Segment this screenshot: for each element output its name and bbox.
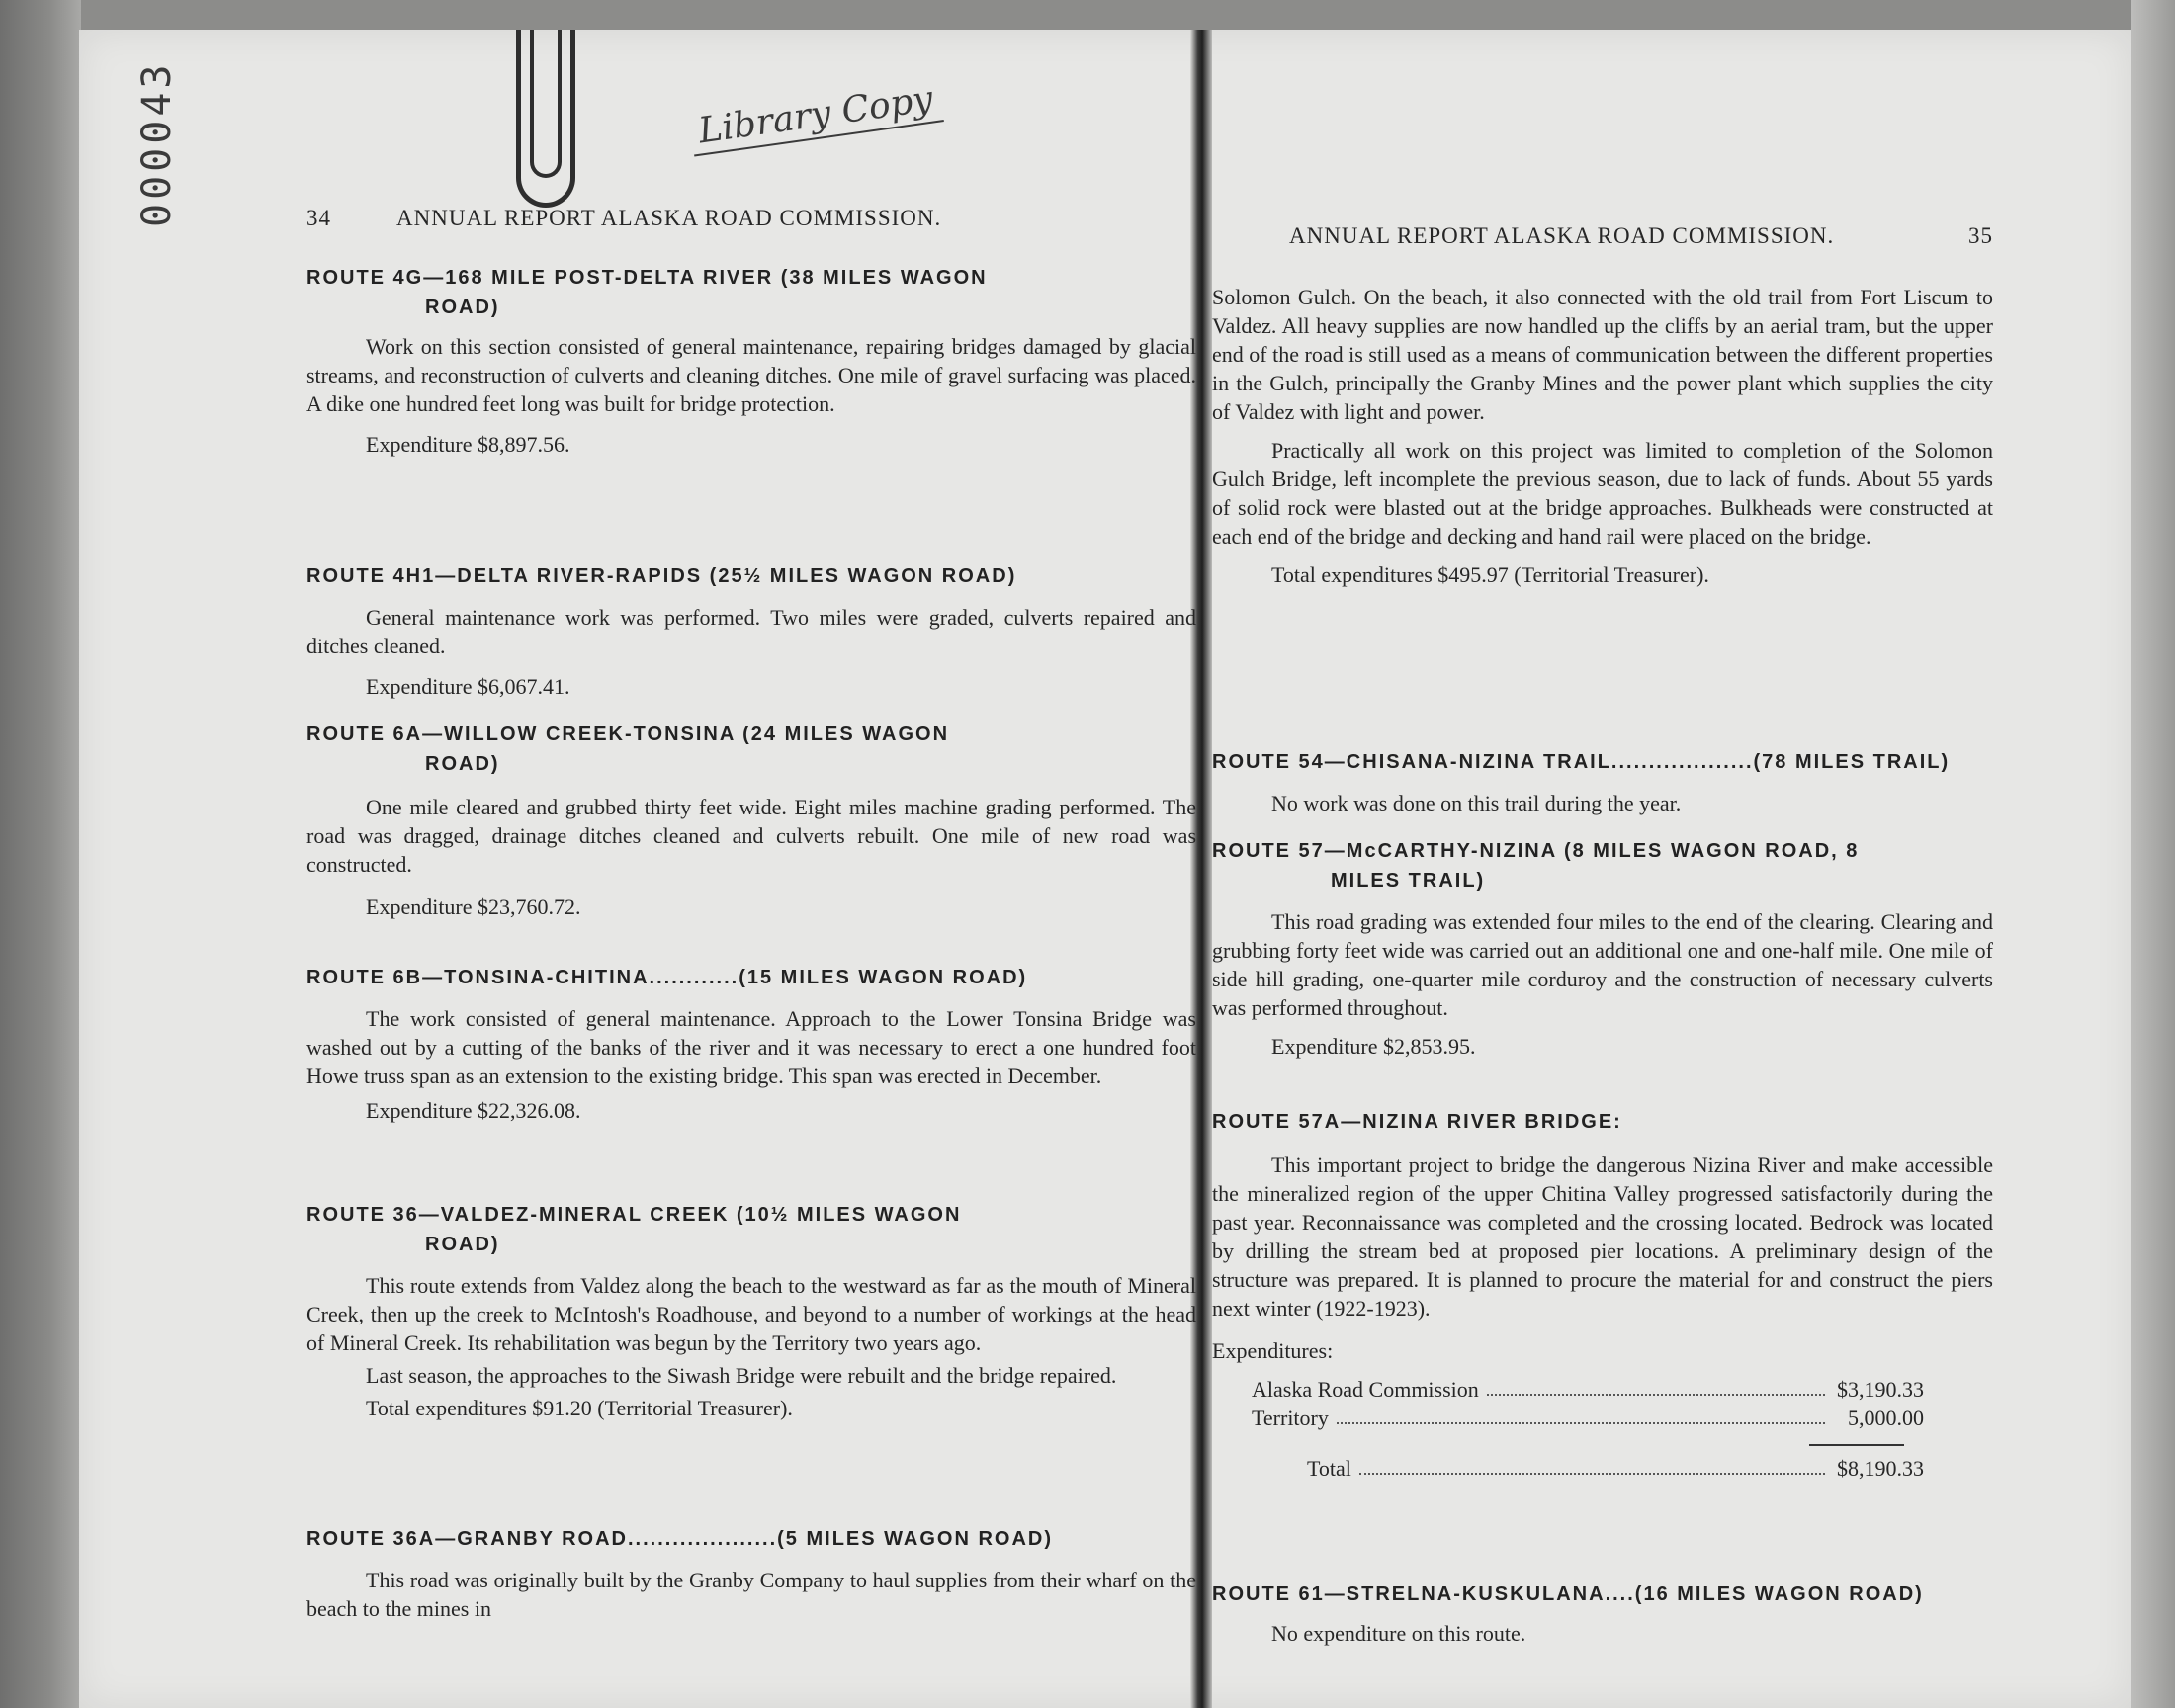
route-expenditure: Expenditure $23,760.72. xyxy=(366,895,581,919)
handwritten-note: Library Copy xyxy=(688,77,944,156)
expenditure-total-row: Total $8,190.33 xyxy=(1307,1456,1924,1481)
route-heading: ROUTE 61—STRELNA-KUSKULANA....(16 MILES WAGON ROAD) xyxy=(1212,1583,1924,1605)
right-page xyxy=(1212,30,1993,1708)
scanner-left-edge xyxy=(0,0,81,1708)
route-body-2: Last season, the approaches to the Siwash Bridge were rebuilt and the bridge repaired. xyxy=(366,1363,1117,1388)
section-route-54 xyxy=(1212,747,1993,817)
route-heading: ROUTE 36A—GRANBY ROAD....................(5 MILES WAGON ROAD) xyxy=(306,1528,1054,1550)
route-body: The work consisted of general maintenance. Approach to the Lower Tonsina Bridge was washed out by a cutting of the banks of the river and it was necessary to erect a one hundred foot Howe truss span as an extension to the existing bridge. This span was erected in December. xyxy=(306,1006,1196,1088)
route-body: No work was done on this trail during the year. xyxy=(1271,791,1682,815)
expenditures-label: Expenditures: xyxy=(1212,1338,1334,1363)
right-running-title: ANNUAL REPORT ALASKA ROAD COMMISSION. xyxy=(1289,223,1835,248)
route-heading: ROUTE 57A—NIZINA RIVER BRIDGE: xyxy=(1212,1111,1622,1133)
section-route-36a-continued xyxy=(1212,283,1993,589)
accession-number: 000043 xyxy=(134,60,180,227)
route-body: This road was originally built by the Granby Company to haul supplies from their wharf on the beach to the mines in xyxy=(306,1568,1196,1621)
route-heading: ROUTE 6B—TONSINA-CHITINA............(15 MILES WAGON ROAD) xyxy=(306,967,1028,988)
continuation-expenditure: Total expenditures $495.97 (Territorial Treasurer). xyxy=(1271,562,1709,587)
route-heading: ROUTE 36—VALDEZ-MINERAL CREEK (10½ MILES WAGON ROAD) xyxy=(306,1204,962,1255)
left-running-title: ANNUAL REPORT ALASKA ROAD COMMISSION. xyxy=(396,206,942,230)
route-body: No expenditure on this route. xyxy=(1271,1621,1526,1646)
route-body: One mile cleared and grubbed thirty feet wide. Eight miles machine grading performed. The road was dragged, drainage ditches cleaned and culverts rebuilt. One mile of new road was constructed. xyxy=(306,795,1196,877)
route-body: General maintenance work was performed. Two miles were graded, culverts repaired and ditches cleaned. xyxy=(306,605,1196,658)
left-running-head xyxy=(306,206,941,231)
route-body: Work on this section consisted of general maintenance, repairing bridges damaged by glacial streams, and reconstruction of culverts and cleaning ditches. One mile of gravel surfacing was placed. A dike one hundred feet long was built for bridge protection. xyxy=(306,334,1196,416)
continuation-body-2: Practically all work on this project was limited to completion of the Solomon Gulch Bridge, left incomplete the previous season, due to lack of funds. About 55 yards of solid rock were blasted out at the bridge approaches. Bulkheads were constructed at each end of the bridge and decking and hand rail were placed on the bridge. xyxy=(1212,438,1993,549)
route-heading: ROUTE 6A—WILLOW CREEK-TONSINA (24 MILES WAGON ROAD) xyxy=(306,724,950,775)
section-route-61 xyxy=(1212,1580,1993,1648)
total-rule xyxy=(1809,1444,1904,1446)
route-expenditure: Total expenditures $91.20 (Territorial Treasurer). xyxy=(366,1396,793,1420)
section-route-6a xyxy=(306,720,1196,921)
route-expenditure: Expenditure $8,897.56. xyxy=(366,432,570,457)
section-route-36a xyxy=(306,1524,1196,1623)
left-page xyxy=(306,30,1196,1708)
route-expenditure: Expenditure $2,853.95. xyxy=(1271,1034,1476,1059)
section-route-4g xyxy=(306,263,1196,459)
route-expenditure: Expenditure $6,067.41. xyxy=(366,674,570,699)
route-heading: ROUTE 54—CHISANA-NIZINA TRAIL...................(78 MILES TRAIL) xyxy=(1212,751,1951,773)
route-body: This route extends from Valdez along the beach to the westward as far as the mouth of Mineral Creek, then up the creek to McIntosh's Roadhouse, and beyond to a number of workings at the head of Mineral Creek. Its rehabilitation was begun by the Territory two years ago. xyxy=(306,1273,1196,1355)
route-expenditure: Expenditure $22,326.08. xyxy=(366,1098,581,1123)
section-route-6b xyxy=(306,963,1196,1125)
right-page-number: 35 xyxy=(1968,223,1993,248)
section-route-57a xyxy=(1212,1107,1993,1483)
route-body: This road grading was extended four miles to the end of the clearing. Clearing and grubbing forty feet wide was carried out an additional one and one-half mile. One mile of side hill grading, one-quarter mile corduroy and the construction of necessary culverts was performed throughout. xyxy=(1212,909,1993,1020)
right-running-head xyxy=(1289,223,1993,249)
continuation-body: Solomon Gulch. On the beach, it also connected with the old trail from Fort Liscum to Valdez. All heavy supplies are now handled up the cliffs by an aerial tram, but the upper end of the road is still used as a means of communication between the different properties in the Gulch, principally the Granby Mines and the power plant which supplies the city of Valdez with light and power. xyxy=(1212,285,1993,424)
section-route-36 xyxy=(306,1200,1196,1422)
book-spread xyxy=(79,30,2132,1708)
route-heading: ROUTE 57—McCARTHY-NIZINA (8 MILES WAGON ROAD, 8 MILES TRAIL) xyxy=(1212,840,1860,892)
scanner-right-edge xyxy=(2132,0,2175,1708)
expenditure-row: Territory 5,000.00 xyxy=(1252,1406,1924,1430)
route-body: This important project to bridge the dangerous Nizina River and make accessible the mineralized region of the upper Chitina Valley progressed satisfactorily during the past year. Reconnaissance was completed and the crossing located. Bedrock was located by drilling the stream bed at proposed pier locations. A preliminary design of the structure was prepared. It is planned to procure the material for and construct the piers next winter (1922-1923). xyxy=(1212,1153,1993,1321)
route-heading: ROUTE 4H1—DELTA RIVER-RAPIDS (25½ MILES WAGON ROAD) xyxy=(306,565,1017,587)
expenditure-row: Alaska Road Commission $3,190.33 xyxy=(1252,1377,1924,1402)
section-route-57 xyxy=(1212,836,1993,1061)
route-heading: ROUTE 4G—168 MILE POST-DELTA RIVER (38 MILES WAGON ROAD) xyxy=(306,267,988,318)
left-page-number: 34 xyxy=(306,206,331,230)
section-route-4h1 xyxy=(306,561,1196,701)
